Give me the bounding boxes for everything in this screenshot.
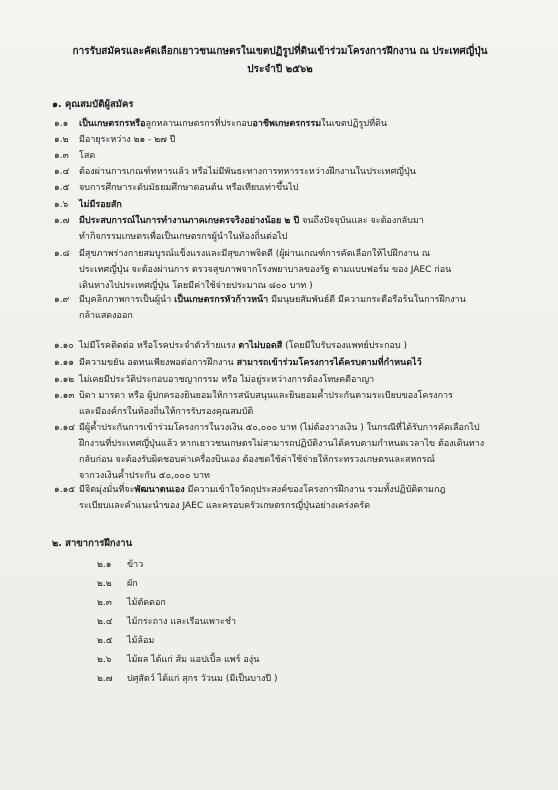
branch-number: ๒.๗: [97, 674, 113, 684]
text-run: มีความขยัน อดทนเพียงพอต่อการฝึกงาน: [79, 358, 237, 368]
branch-name: ไม้ล้อม: [127, 636, 155, 646]
item-text-line: [79, 231, 288, 244]
branch-name: ปศุสัตว์ ได้แก่ สุกร วัวนม (มีเป็นบางปี ): [127, 674, 278, 684]
emphasized-text: เป็นเกษตรกรหรือ: [79, 119, 146, 129]
item-text-line: [79, 374, 374, 387]
item-text-line: [79, 422, 480, 435]
item-text-line: [79, 310, 133, 323]
item-text-line: [79, 406, 253, 419]
item-number: ๑.๙: [54, 295, 70, 305]
item-text-line: [79, 199, 122, 212]
branch-number: ๒.๕: [97, 636, 113, 646]
text-run: ไม่เคยมีประวัติประกอบอาชญากรรม หรือ ไม่อยู่ระหว่างการต้องโทษคดีอาญา: [79, 375, 375, 385]
item-number: ๑.๑๕: [54, 485, 76, 495]
text-run: กล้าแสดงออก: [79, 311, 133, 321]
item-text-line: [79, 294, 466, 307]
branch-number: ๒.๖: [97, 655, 112, 665]
text-run: เดินทางไปประเทศญี่ปุ่น โดยมีค่าใช้จ่ายประมาณ ๘๐๐ บาท ): [79, 281, 313, 291]
text-run: บิดา มารดา หรือ ผู้ปกครองยินยอมให้การสนับสนุนและยินยอมค้ำประกันตามระเบียบของโครงการ: [79, 391, 453, 401]
item-text-line: [79, 166, 416, 179]
item-number: ๑.๑๒: [54, 375, 75, 385]
text-run: (โดยมีใบรับรองแพทย์ประกอบ ): [282, 341, 408, 351]
text-run: ฝึกงานที่ประเทศญี่ปุ่นแล้ว หากเยาวชนเกษตรไม่สามารถปฏิบัติงานได้ครบตามกำหนดเวลาไข ต้องเดินทาง: [79, 439, 485, 449]
item-text-line: [79, 500, 370, 513]
text-run: ต้องผ่านการเกณฑ์ทหารแล้ว หรือไม่มีพันธะทางการทหารระหว่างฝึกงานในประเทศญี่ปุ่น: [79, 167, 416, 177]
item-text-line: [79, 470, 210, 483]
item-number: ๑.๑๓: [54, 391, 75, 401]
text-run: มีจิตมุ่งมั่นที่จะ: [79, 485, 135, 495]
emphasized-text: พัฒนาตนเอง: [134, 485, 185, 495]
text-run: จบการศึกษาระดับมัธยมศึกษาตอนต้น หรือเทียบเท่าขึ้นไป: [79, 183, 299, 193]
item-number: ๑.๑๑: [54, 358, 74, 368]
text-run: ระเบียบและคำแนะนำของ JAEC และครอบครัวเกษตรกรญี่ปุ่นอย่างเคร่งครัด: [79, 501, 371, 511]
branch-name: ไม้ผล ได้แก่ ส้ม แอปเปิ้ล แพร์ องุ่น: [127, 655, 260, 665]
text-run: โสด: [79, 151, 96, 161]
item-text-line: [79, 390, 453, 403]
item-text-line: [79, 182, 299, 195]
item-text-line: [79, 150, 95, 163]
document-title-line-2: ประจำปี ๒๕๖๒: [247, 64, 313, 75]
text-run: มีสุขภาพร่างกายสมบูรณ์แข็งแรงและมีสุขภาพจิตดี (ผู้ผ่านเกณฑ์การคัดเลือกให้ไปฝึกงาน ณ: [79, 249, 431, 259]
item-number: ๑.๘: [54, 249, 70, 259]
emphasized-text: ตาไม่บอดสี: [238, 341, 283, 351]
item-number: ๑.๓: [54, 151, 69, 161]
item-number: ๑.๑๐: [54, 341, 74, 351]
branch-number: ๒.๓: [97, 598, 112, 608]
item-text-line: [79, 438, 484, 451]
item-number: ๑.๕: [54, 183, 70, 193]
item-text-line: [79, 264, 451, 277]
text-run: ประเทศญี่ปุ่น จะต้องผ่านการ ตรวจสุขภาพจากโรงพยาบาลของรัฐ ตามแบบฟอร์ม ของ JAEC ก่อน: [79, 265, 452, 275]
text-run: ทำกิจกรรมเกษตรเพื่อเป็นเกษตรกรผู้นำในท้องถิ่นต่อไป: [79, 232, 288, 242]
item-text-line: [79, 215, 424, 228]
text-run: มีมนุษยสัมพันธ์ดี มีความกระตือรือร้นในการฝึกงาน: [268, 295, 466, 305]
document-title-line-1: การรับสมัครและคัดเลือกเยาวชนเกษตรในเขตปฏิรูปที่ดินเข้าร่วมโครงการฝึกงาน ณ ประเทศญี่ปุ่น: [72, 46, 488, 57]
emphasized-text: สามารถเข้าร่วมโครงการได้ครบตามที่กำหนดไว้: [236, 358, 422, 368]
emphasized-text: มีประสบการณ์ในการทำงานภาคเกษตรจริงอย่างน้อย ๒ ปี: [79, 216, 300, 226]
item-number: ๑.๑๔: [54, 423, 76, 433]
text-run: และมีองค์กรในท้องถิ่นให้การรับรองคุณสมบัติ: [79, 407, 254, 417]
item-number: ๑.๔: [54, 167, 70, 177]
text-run: กลับก่อน จะต้องรับผิดชอบค่าเครื่องบินเอง ต้องชดใช้ค่าใช้จ่ายให้กระทรวงเกษตรและสหกรณ์: [79, 455, 435, 465]
item-text-line: [79, 248, 430, 261]
text-run: มีอายุระหว่าง ๒๑ - ๒๗ ปี: [79, 135, 176, 145]
branch-name: ไม้กระถาง และเรือนเพาะชำ: [127, 617, 237, 627]
branch-number: ๒.๑: [97, 560, 112, 570]
text-run: ไม่มีโรคติดต่อ หรือโรคประจำตัวร้ายแรง: [79, 341, 239, 351]
text-run: ลูกหลานเกษตรกรที่ประกอบ: [145, 119, 253, 129]
text-run: มีความเข้าใจวัตถุประสงค์ของโครงการฝึกงาน รวมทั้งปฏิบัติตามกฎ: [184, 485, 446, 495]
item-text-line: [79, 357, 422, 370]
item-text-line: [79, 340, 407, 353]
text-run: ในเขตปฏิรูปที่ดิน: [321, 119, 388, 129]
emphasized-text: เป็นเกษตรกรหัวก้าวหน้า: [174, 295, 269, 305]
branch-number: ๒.๒: [97, 579, 112, 589]
item-number: ๑.๗: [54, 216, 70, 226]
section-2-heading: ๒. สาขาการฝึกงาน: [52, 538, 133, 549]
branch-name: ไม้ตัดดอก: [127, 598, 166, 608]
section-1-heading: ๑. คุณสมบัติผู้สมัคร: [52, 99, 134, 110]
branch-name: ผัก: [127, 579, 138, 589]
emphasized-text: อาชีพเกษตรกรรม: [252, 119, 322, 129]
item-number: ๑.๒: [54, 135, 69, 145]
item-text-line: [79, 134, 176, 147]
text-run: มีบุคลิกภาพการเป็นผู้นำ: [79, 295, 175, 305]
emphasized-text: ไม่มีรอยสัก: [79, 200, 122, 210]
text-run: จนถึงปัจจุบันและ จะต้องกลับมา: [299, 216, 424, 226]
branch-name: ข้าว: [127, 560, 144, 570]
item-text-line: [79, 280, 313, 293]
item-number: ๑.๑: [54, 119, 69, 129]
item-text-line: [79, 118, 387, 131]
item-text-line: [79, 484, 445, 497]
branch-number: ๒.๔: [97, 617, 113, 627]
item-number: ๑.๖: [54, 200, 69, 210]
text-run: จากวงเงินค้ำประกัน ๕๐,๐๐๐ บาท: [79, 471, 210, 481]
item-text-line: [79, 454, 435, 467]
text-run: มีผู้ค้ำประกันการเข้าร่วมโครงการในวงเงิน ๕๐,๐๐๐ บาท (ไม่ต้องวางเงิน ) ในกรณีที่ได้รับการคัดเลือกไป: [79, 423, 480, 433]
